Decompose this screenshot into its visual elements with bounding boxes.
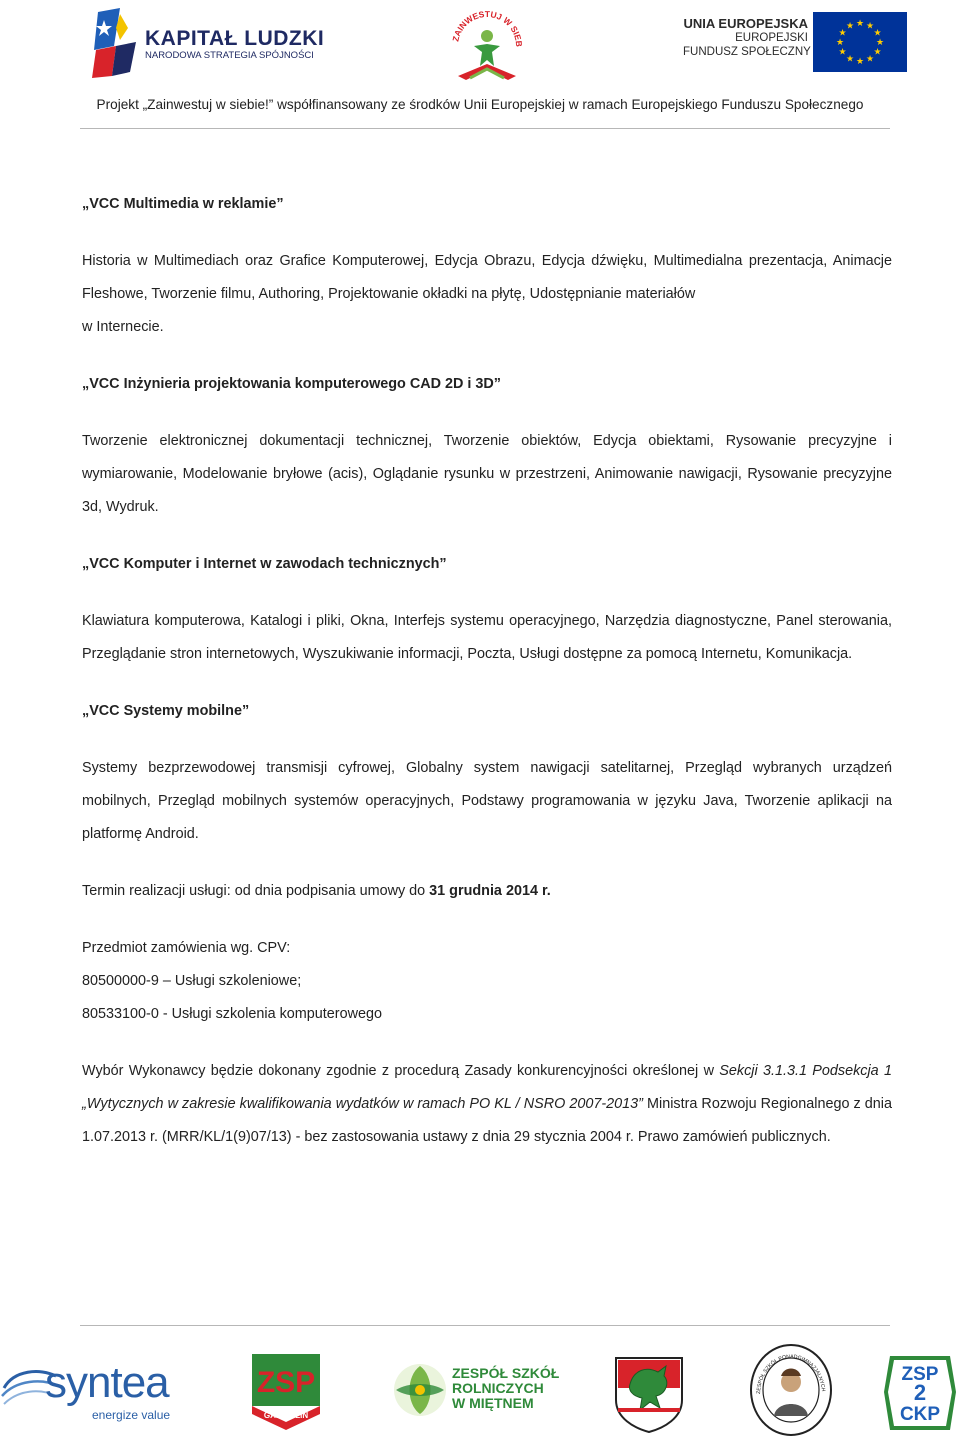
svg-text:★: ★ [865,21,875,32]
svg-text:★: ★ [838,47,847,58]
svg-text:★: ★ [873,47,882,58]
zainwestuj-logo-text: ZAINWESTUJ W SIEB [450,8,525,48]
zsp2-ckp-logo [880,1352,960,1436]
svg-text:ZSP: ZSP [256,1366,316,1399]
selection-guidelines-reference: Sekcji 3.1.3.1 Podsekcja 1 „Wytycznych w zakresie kwalifikowania wydatków w ramach PO KL / NSRO 2007-2013” [82,1063,892,1112]
svg-text:★: ★ [855,57,865,67]
course-title: „VCC Komputer i Internet w zawodach technicznych” [82,556,447,572]
zsr-mietne-logo [390,1360,570,1424]
header-divider [80,128,890,129]
svg-text:★: ★ [855,19,865,29]
selection-text-1: Wybór Wykonawcy będzie dokonany zgodnie z procedurą Zasady konkurencyjności określonej w [82,1063,720,1079]
deadline-prefix: Termin realizacji usługi: od dnia podpisania umowy do [82,883,430,899]
zsp-garwolin-label: GARWOLIN [263,1411,309,1420]
ue-efs-logo [683,10,907,72]
document-body [82,188,892,1154]
svg-text:★: ★ [845,54,855,65]
kapital-ludzki-subtitle: NARODOWA STRATEGIA SPÓJNOŚCI [145,50,314,61]
page-footer [0,1340,960,1440]
syntea-logo [0,1350,210,1430]
school-seal-icon [748,1342,834,1438]
course-section-cad [82,368,892,524]
course-title: „VCC Multimedia w reklamie” [82,196,284,212]
course-description-continued: w Internecie. [82,319,164,335]
zsp2-bottom-label: CKP [899,1404,941,1425]
deadline-line [82,875,892,908]
zsr-line-2: ROLNICZYCH [452,1380,544,1396]
syntea-name: syntea [45,1358,169,1407]
syntea-tagline: energize value [92,1408,171,1422]
footer-divider [80,1325,890,1326]
course-description: Historia w Multimediach oraz Grafice Komputerowej, Edycja Obrazu, Edycja dźwięku, Multimedialna prezentacja, Animacje Fleshowe, Tworzenie filmu, Authoring, Projektowanie okładki na płytę, Udostępnianie materiałów [82,253,892,302]
seal-text: ZESPÓŁ SZKÓŁ PONADGIMNAZJALNYCH [755,1353,826,1395]
course-description: Tworzenie elektronicznej dokumentacji technicznej, Tworzenie obiektów, Edycja obiektami, Rysowanie precyzyjne i wymiarowanie, Modelowanie bryłowe (acis), Oglądanie rysunku w przestrzeni, Animowanie nawigacji, Rysowanie precyzyjne 3d, Wydruk. [82,433,892,515]
leaf-globe-icon [390,1360,450,1420]
course-section-mobile [82,695,892,851]
zsp-garwolin-emblem-icon [250,1352,322,1432]
kapital-ludzki-title: KAPITAŁ LUDZKI [145,27,325,50]
cpv-code-1: 80500000-9 – Usługi szkoleniowe; [82,973,302,989]
zsr-line-3: W MIĘTNEM [452,1395,534,1411]
zsp2-number: 2 [913,1380,927,1405]
ue-line-1: UNIA EUROPEJSKA [683,16,808,31]
svg-text:★: ★ [845,21,855,32]
dragon-shield-icon [612,1354,686,1434]
zsp2-ckp-emblem-icon [880,1352,960,1436]
zsp-zelechow-seal [748,1342,834,1438]
course-description: Systemy bezprzewodowej transmisji cyfrowej, Globalny system nawigacji satelitarnej, Przegląd wybranych urządzeń mobilnych, Przegląd mobilnych systemów operacyjnych, Podstawy programowania w języku Java, Tworzenie aplikacji na platformę Android. [82,760,892,842]
ue-line-3: FUNDUSZ SPOŁECZNY [683,46,811,58]
ue-line-2: EUROPEJSKI [735,32,808,44]
course-title: „VCC Systemy mobilne” [82,703,250,719]
zsr-line-1: ZESPÓŁ SZKÓŁ [452,1365,560,1381]
contractor-selection-paragraph [82,1055,892,1154]
selection-text-2: Ministra Rozwoju Regionalnego z dnia 1.07.2013 r. (MRR/KL/1(9)07/13) - bez zastosowania ustawy z dnia 29 stycznia 2004 r. Prawo zamówień publicznych. [82,1096,892,1145]
svg-text:★: ★ [873,28,882,39]
eu-flag-icon [813,12,907,72]
zsp2-top-label: ZSP [901,1364,939,1385]
zainwestuj-figure-icon [448,6,526,84]
county-crest-logo [612,1354,686,1434]
deadline-date: 31 grudnia 2014 r. [429,883,551,899]
zainwestuj-w-siebie-logo [448,6,526,84]
kapital-ludzki-emblem-icon [90,6,146,80]
svg-text:★: ★ [838,28,847,39]
project-cofinancing-line: Projekt „Zainwestuj w siebie!” współfinansowany ze środków Unii Europejskiej w ramach Europejskiego Funduszu Społecznego [96,97,864,112]
course-section-computer-internet [82,548,892,671]
svg-text:★: ★ [865,54,875,65]
cpv-code-2: 80533100-0 - Usługi szkolenia komputerowego [82,1006,382,1022]
svg-text:★: ★ [835,38,845,48]
svg-text:★: ★ [875,38,885,48]
course-description: Klawiatura komputerowa, Katalogi i pliki, Okna, Interfejs systemu operacyjnego, Narzędzia diagnostyczne, Panel sterowania, Przeglądanie stron internetowych, Wyszukiwanie informacji, Poczta, Usługi dostępne za pomocą Internetu, Komunikacja. [82,613,892,662]
course-section-multimedia [82,188,892,344]
zsp-garwolin-logo [250,1352,322,1432]
cpv-heading: Przedmiot zamówienia wg. CPV: [82,940,291,956]
kapital-ludzki-logo [90,6,325,80]
course-title: „VCC Inżynieria projektowania komputerowego CAD 2D i 3D” [82,376,502,392]
page-header [0,0,960,132]
